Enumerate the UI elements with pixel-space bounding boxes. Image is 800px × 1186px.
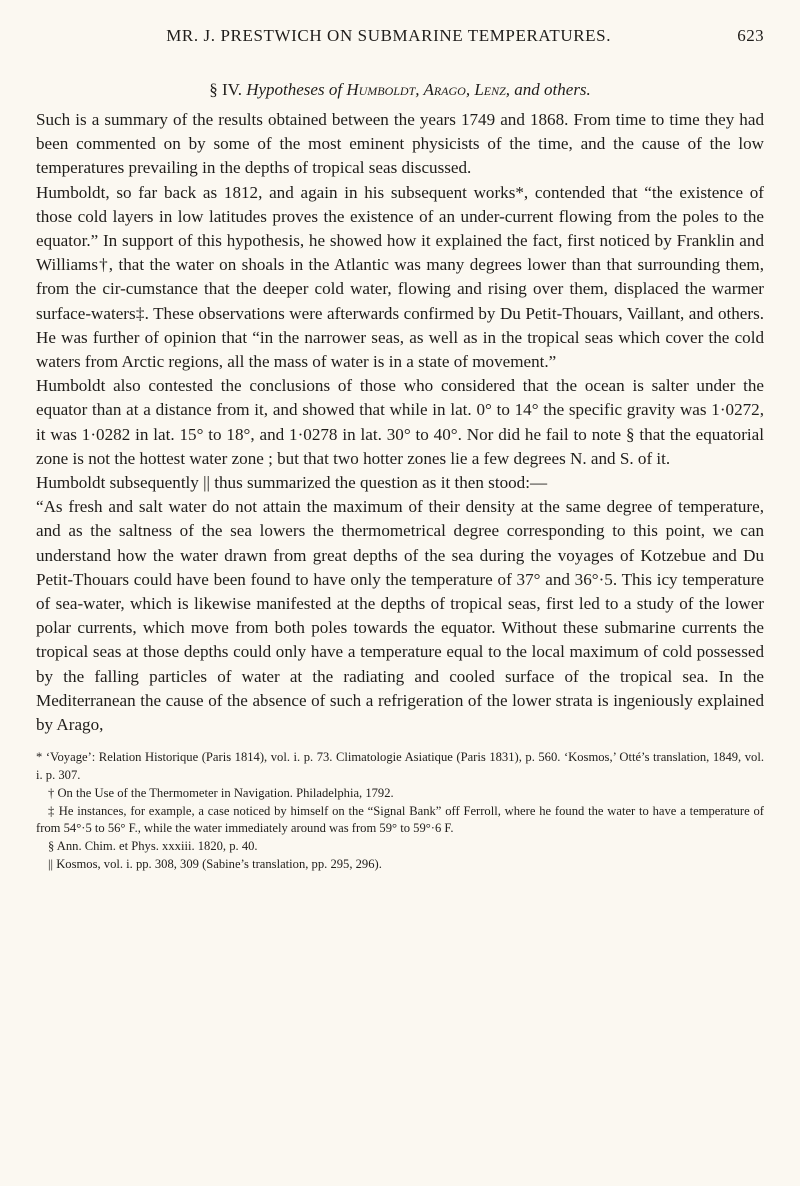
running-header <box>40 26 764 50</box>
section-hypotheses: Hypotheses <box>246 80 325 99</box>
footnote-parallel: || Kosmos, vol. i. pp. 308, 309 (Sabine’s translation, pp. 295, 296). <box>48 857 382 872</box>
section-and-others: and others. <box>514 80 591 99</box>
footnote-dagger: † On the Use of the Thermometer in Navigation. Philadelphia, 1792. <box>48 785 394 800</box>
paragraph-quotation: “As fresh and salt water do not attain the maximum of their density at the same degree of temperature, and as the saltness of the sea lowers the thermometrical degree corresponding to this point, we can understand how the water drawn from great depths of the sea during the voyages of Kotzebue and Du Petit-Thouars could have been found to have only the temperature of 37° and 36°·5. This icy temperature of sea-water, which is likewise manifested at the depths of tropical seas, first led to a study of the lower polar currents, which move from both poles towards the equator. Without these submarine currents the tropical seas at those depths could only have a temperature equal to the local maximum of cold possessed by the falling particles of water at the radiating and cooled surface of the tropical sea. In the Mediterranean the cause of the absence of such a refrigeration of the lower strata is ingeniously explained by Arago, <box>36 497 764 735</box>
paragraph-humboldt-salinity: Humboldt also contested the conclusions of those who considered that the ocean is salter under the equator than at a distance from it, and showed that while in lat. 0° to 14° the specific gravity was 1·0272, it was 1·0282 in lat. 15° to 18°, and 1·0278 in lat. 30° to 40°. Nor did he fail to note § that the equatorial zone is not the hottest water zone ; but that two hotter zones lie a few degrees N. and S. of it. <box>36 376 764 468</box>
footnote-asterisk: * ‘Voyage’: Relation Historique (Paris 1814), vol. i. p. 73. Climatologie Asiatique (Paris 1831), p. 560. ‘Kosmos,’ Otté’s translation, 1849, vol. i. p. 307. <box>36 750 764 783</box>
paragraph-summary: Such is a summary of the results obtained between the years 1749 and 1868. From time to time they had been commented on by some of the most eminent physicists of the time, and the cause of the low temperatures prevailing in the depths of tropical seas discussed. <box>36 110 764 178</box>
footnotes <box>36 749 764 874</box>
body-text <box>36 108 764 737</box>
section-heading <box>36 78 764 102</box>
section-number: § IV. <box>209 80 242 99</box>
document-page <box>36 26 764 874</box>
page-number: 623 <box>737 26 764 45</box>
paragraph-humboldt-summary: Humboldt subsequently || thus summarized the question as it then stood:— <box>36 473 548 493</box>
paragraph-humboldt-1812: Humboldt, so far back as 1812, and again in his subsequent works*, contended that “the existence of those cold layers in low latitudes proves the existence of an under-current flowing from the poles to the equator.” In support of this hypothesis, he showed how it explained the fact, first noticed by Franklin and Williams†, that the water on shoals in the Atlantic was many degrees lower than that surrounding them, from the cir-cumstance that the deeper cold water, flowing and rising over them, displaced the warmer surface-waters‡. These observations were afterwards confirmed by Du Petit-Thouars, Vaillant, and others. He was further of opinion that “in the narrower seas, as well as in the tropical seas which cover the cold waters from Arctic regions, all the mass of water is in a state of movement.” <box>36 182 764 372</box>
section-names: Humboldt, Arago, Lenz, <box>346 80 511 99</box>
running-title: MR. J. PRESTWICH ON SUBMARINE TEMPERATURES. <box>166 26 612 45</box>
section-of: of <box>328 80 343 99</box>
footnote-section: § Ann. Chim. et Phys. xxxiii. 1820, p. 40. <box>48 839 258 854</box>
footnote-double-dagger: ‡ He instances, for example, a case noticed by himself on the “Signal Bank” off Ferroll, where he found the water to have a temperature of from 54°·5 to 56° F., while the water immediately around was from 59° to 59°·6 F. <box>36 803 764 836</box>
